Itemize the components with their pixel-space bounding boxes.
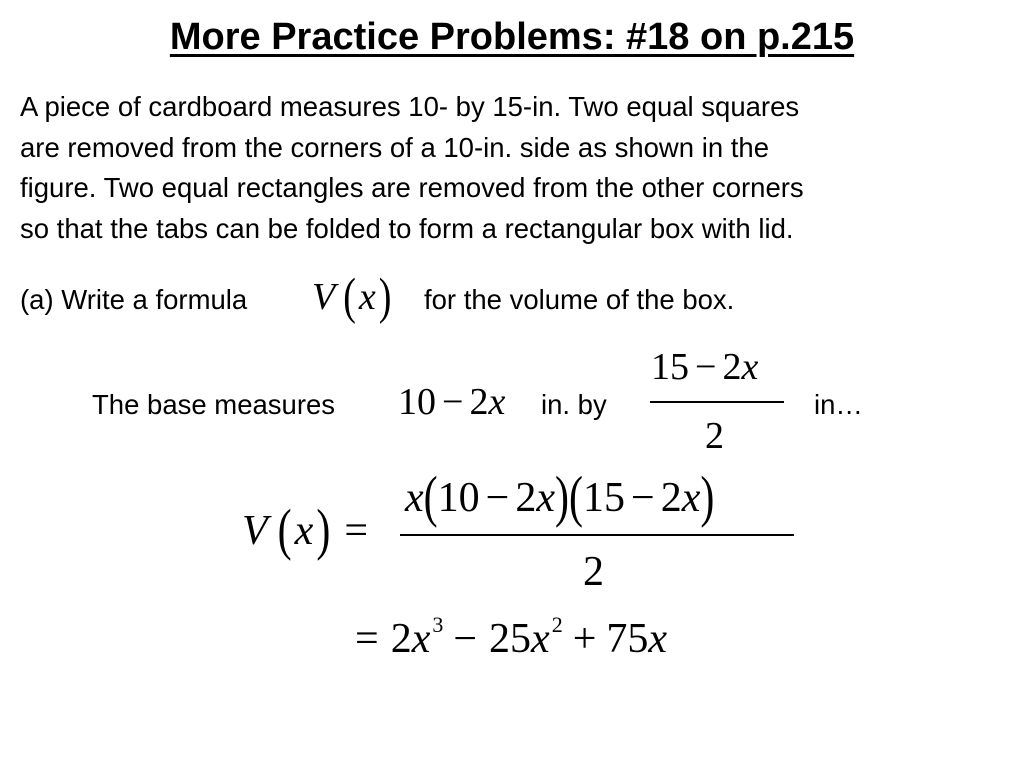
base-dim1 [398, 380, 505, 424]
base-suffix: in… [814, 389, 863, 420]
problem-line: A piece of cardboard measures 10- by 15-in. Two equal squares [20, 91, 800, 122]
dim2-denominator: 2 [705, 415, 724, 457]
term1-exponent: 3 [432, 612, 444, 637]
operator-minus: − [453, 616, 478, 662]
part-a-formula: V (x) [312, 268, 392, 326]
factor2-coefficient: 2 [660, 475, 682, 521]
term2-exponent: 2 [551, 612, 563, 637]
volume-fraction-bar [400, 534, 794, 536]
dim2-numerator [651, 345, 758, 389]
volume-numerator: x(10 − 2x)(15 − 2x) [405, 466, 715, 530]
factor1-operator: − [485, 475, 510, 521]
equals-sign: = [344, 508, 368, 554]
dim2-operator: − [695, 346, 717, 388]
factor1-coefficient: 2 [515, 475, 537, 521]
term1-variable: x [411, 616, 431, 662]
factor1-constant: 10 [437, 475, 480, 521]
problem-line: are removed from the corners of a 10-in. side as shown in the [20, 131, 769, 163]
factor2-variable: x [681, 475, 701, 521]
factor2-constant: 15 [583, 475, 625, 521]
term1-coefficient: 2 [390, 616, 412, 662]
base-prefix: The base measures [92, 389, 336, 420]
term2-coefficient: 25 [489, 616, 532, 662]
func-symbol: V [312, 276, 336, 318]
var-symbol: x [294, 508, 314, 554]
factor-x: x [405, 475, 424, 521]
volume-denominator: 2 [583, 549, 604, 595]
part-a-suffix: for the volume of the box. [424, 284, 735, 315]
dim1-operator: − [442, 381, 464, 423]
dim2-fraction-bar [650, 401, 784, 403]
dim1-constant: 10 [398, 381, 436, 423]
dim2-variable: x [741, 346, 759, 388]
equals-sign: = [355, 616, 379, 662]
problem-line: so that the tabs can be folded to form a rectangular box with lid. [20, 212, 794, 244]
term2-variable: x [531, 616, 550, 662]
dim1-coefficient: 2 [469, 381, 489, 423]
operator-plus: + [572, 616, 597, 662]
term3-coefficient: 75 [606, 616, 649, 662]
base-middle: in. by [541, 389, 607, 420]
expanded-polynomial [355, 612, 668, 663]
dim2-coefficient: 2 [722, 346, 742, 388]
dim2-constant: 15 [651, 346, 689, 388]
factor2-operator: − [631, 475, 655, 521]
slide-title: More Practice Problems: #18 on p.215 [169, 16, 855, 58]
func-symbol: V [242, 508, 268, 554]
factor1-variable: x [536, 475, 555, 521]
term3-variable: x [648, 616, 668, 662]
part-a-prefix: (a) Write a formula [20, 284, 248, 315]
problem-statement [20, 87, 1010, 249]
problem-line: figure. Two equal rectangles are removed from the other corners [20, 172, 804, 203]
dim1-variable: x [488, 381, 506, 423]
volume-lhs: V (x) = [242, 499, 368, 563]
var-symbol: x [358, 276, 376, 318]
